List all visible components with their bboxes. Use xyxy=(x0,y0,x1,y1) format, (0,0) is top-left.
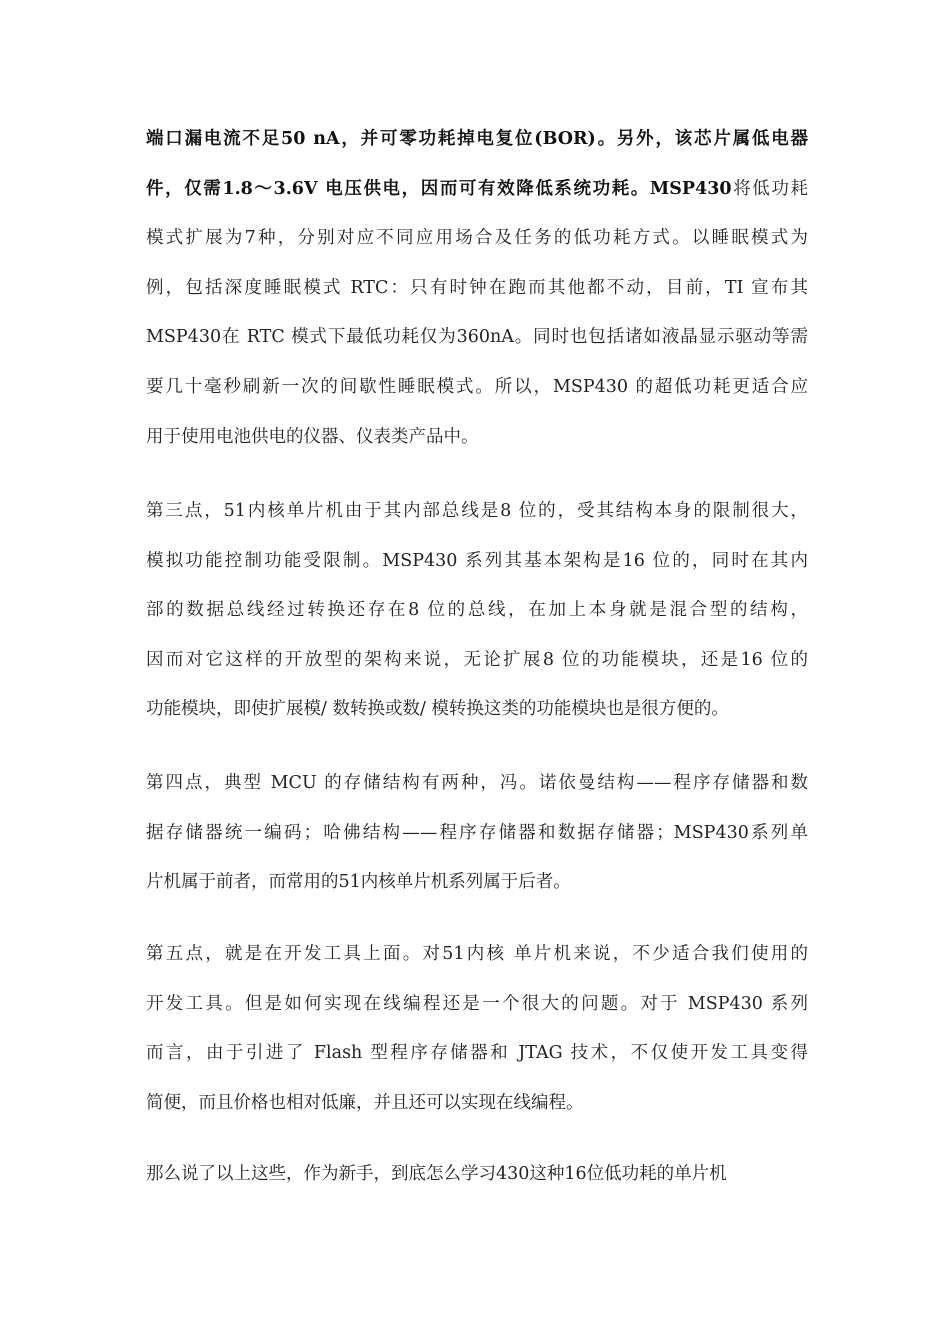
text-line xyxy=(146,980,808,1030)
text-segment: 模拟功能控制功能受限制。MSP430 系列其基本架构是16 位的，同时在其内 xyxy=(146,550,808,571)
text-line xyxy=(146,363,808,413)
paragraph-point-four xyxy=(146,759,808,908)
text-line xyxy=(146,685,808,735)
text-segment: 模式扩展为7种，分别对应不同应用场合及任务的低功耗方式。以睡眠模式为 xyxy=(146,228,808,249)
text-segment: 第四点，典型 MCU 的存储结构有两种，冯。诺依曼结构——程序存储器和数 xyxy=(146,773,808,793)
text-segment: 开发工具。但是如何实现在线编程还是一个很大的问题。对于 MSP430 系列 xyxy=(146,993,808,1014)
text-line xyxy=(146,809,808,859)
text-segment: 部的数据总线经过转换还存在8 位的总线，在加上本身就是混合型的结构， xyxy=(146,600,808,621)
text-line xyxy=(146,1150,808,1200)
text-line xyxy=(146,586,808,636)
text-segment: 例，包括深度睡眠模式 RTC：只有时钟在跑而其他都不动，目前，TI 宣布其 xyxy=(146,277,808,298)
text-segment: 而言，由于引进了 Flash 型程序存储器和 JTAG 技术，不仅使开发工具变得 xyxy=(146,1043,808,1064)
text-segment: 将低功耗 xyxy=(731,178,808,199)
text-line xyxy=(146,858,808,908)
text-line xyxy=(146,636,808,686)
text-segment: 要几十毫秒刷新一次的间歇性睡眠模式。所以，MSP430 的超低功耗更适合应 xyxy=(146,376,808,397)
text-line xyxy=(146,115,808,165)
paragraph-low-power xyxy=(146,115,808,462)
paragraph-point-three xyxy=(146,487,808,735)
text-line xyxy=(146,487,808,537)
text-line xyxy=(146,1029,808,1079)
text-segment: MSP430在 RTC 模式下最低功耗仅为360nA。同时也包括诸如液晶显示驱动等需 xyxy=(146,327,808,348)
text-segment: 据存储器统一编码；哈佛结构——程序存储器和数据存储器；MSP430系列单 xyxy=(146,822,808,843)
text-line xyxy=(146,214,808,264)
text-segment: 简便，而且价格也相对低廉，并且还可以实现在线编程。 xyxy=(146,1092,584,1113)
text-line xyxy=(146,313,808,363)
text-segment: 因而对它这样的开放型的架构来说，无论扩展8 位的功能模块，还是16 位的 xyxy=(146,649,808,670)
text-line xyxy=(146,264,808,314)
paragraph-conclusion xyxy=(146,1150,808,1200)
text-line xyxy=(146,1079,808,1129)
text-segment: 片机属于前者，而常用的51内核单片机系列属于后者。 xyxy=(146,872,571,893)
text-line xyxy=(146,165,808,215)
text-segment: 第五点，就是在开发工具上面。对51内核 单片机来说，不少适合我们使用的 xyxy=(146,944,808,964)
text-segment: 用于使用电池供电的仪器、仪表类产品中。 xyxy=(146,426,479,447)
text-line xyxy=(146,413,808,463)
text-segment: 第三点，51内核单片机由于其内部总线是8 位的，受其结构本身的限制很大， xyxy=(146,501,808,521)
text-segment: 功能模块，即使扩展模/ 数转换或数/ 模转换这类的功能模块也是很方便的。 xyxy=(146,699,729,720)
text-line xyxy=(146,759,808,809)
text-segment: 那么说了以上这些，作为新手，到底怎么学习430这种16位低功耗的单片机 xyxy=(146,1164,727,1184)
bold-text-segment: 端口漏电流不足50 nA，并可零功耗掉电复位(BOR)。另外，该芯片属低电器 xyxy=(146,129,808,149)
text-line xyxy=(146,537,808,587)
text-line xyxy=(146,930,808,980)
bold-text-segment: 件，仅需1.8～3.6V 电压供电，因而可有效降低系统功耗。MSP430 xyxy=(146,178,732,199)
paragraph-point-five xyxy=(146,930,808,1128)
